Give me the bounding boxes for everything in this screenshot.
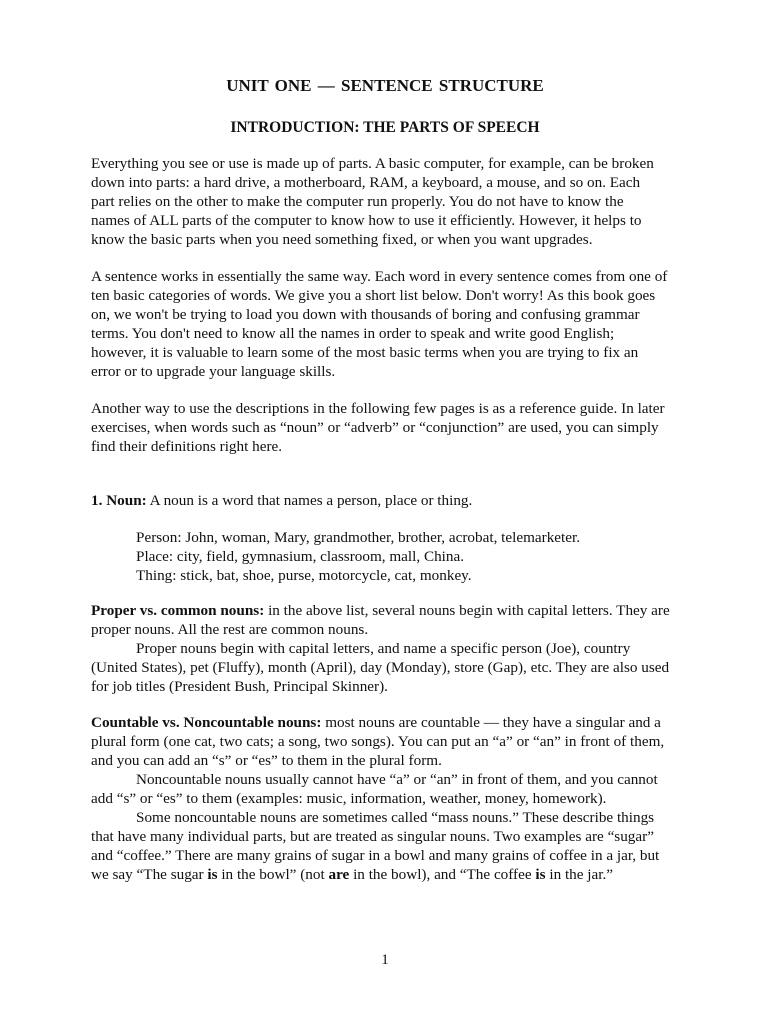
paragraph-line: names of ALL parts of the computer to know how to use it efficiently. However, it helps to (91, 212, 642, 229)
reference-paragraph (91, 399, 731, 456)
paragraph-line: Proper nouns begin with capital letters, and name a specific person (Joe), country (136, 640, 631, 657)
paragraph-text: in the above list, several nouns begin with capital letters. They are (264, 602, 670, 619)
paragraph-text: most nouns are countable — they have a singular and a (321, 714, 661, 731)
emphasis: are (328, 866, 350, 883)
paragraph-line: however, it is valuable to learn some of the most basic terms when you are trying to fix an (91, 344, 639, 361)
sentence-paragraph (91, 267, 731, 381)
paragraph-line: exercises, when words such as “noun” or “adverb” or “conjunction” are used, you can simply (91, 419, 659, 436)
paragraph-line: Noncountable nouns usually cannot have “a” or “an” in front of them, and you cannot (136, 771, 658, 788)
paragraph-line: Everything you see or use is made up of parts. A basic computer, for example, can be broken (91, 155, 654, 172)
paragraph-line: on, we won't be trying to load you down with thousands of boring and confusing grammar (91, 306, 640, 323)
paragraph-line: that have many individual parts, but are treated as singular nouns. Two examples are “sugar” (91, 828, 654, 845)
proper-nouns-paragraph (91, 601, 731, 696)
countable-nouns-paragraph (91, 713, 731, 884)
paragraph-line (91, 713, 731, 732)
paragraph-line: for job titles (President Bush, Principal Skinner). (91, 678, 388, 695)
noun-definition-line (91, 491, 731, 510)
paragraph-text: in the bowl), and “The coffee (349, 866, 536, 883)
intro-paragraph (91, 154, 731, 249)
paragraph-line: error or to upgrade your language skills. (91, 363, 336, 380)
page-title: UNIT ONE — SENTENCE STRUCTURE (226, 76, 544, 95)
paragraph-line: ten basic categories of words. We give you a short list below. Don't worry! As this book goes (91, 287, 656, 304)
paragraph-line: Some noncountable nouns are sometimes called “mass nouns.” These describe things (136, 809, 655, 826)
paragraph-line: terms. You don't need to know all the names in order to speak and write good English; (91, 325, 615, 342)
paragraph-text: in the jar.” (545, 866, 614, 883)
countable-heading: Countable vs. Noncountable nouns: (91, 714, 322, 731)
noun-examples (91, 528, 731, 585)
example-place: Place: city, field, gymnasium, classroom, mall, China. (136, 548, 465, 565)
example-person: Person: John, woman, Mary, grandmother, brother, acrobat, telemarketer. (136, 529, 581, 546)
paragraph-line (91, 865, 731, 884)
noun-section (91, 491, 731, 510)
noun-definition: A noun is a word that names a person, place or thing. (146, 492, 473, 509)
paragraph-line: find their definitions right here. (91, 438, 283, 455)
paragraph-line: Another way to use the descriptions in the following few pages is as a reference guide. In later (91, 400, 665, 417)
paragraph-line: and “coffee.” There are many grains of sugar in a bowl and many grains of coffee in a jar, but (91, 847, 660, 864)
paragraph-line: down into parts: a hard drive, a motherboard, RAM, a keyboard, a mouse, and so on. Each (91, 174, 641, 191)
example-thing: Thing: stick, bat, shoe, purse, motorcycle, cat, monkey. (136, 567, 472, 584)
paragraph-line: add “s” or “es” to them (examples: music, information, weather, money, homework). (91, 790, 607, 807)
section-subtitle: INTRODUCTION: THE PARTS OF SPEECH (230, 119, 540, 136)
noun-heading: 1. Noun: (91, 492, 147, 509)
paragraph-text: in the bowl” (not (217, 866, 329, 883)
paragraph-line: part relies on the other to make the computer run properly. You do not have to know the (91, 193, 624, 210)
emphasis: is (535, 866, 546, 883)
paragraph-line: plural form (one cat, two cats; a song, two songs). You can put an “a” or “an” in front of them, (91, 733, 665, 750)
emphasis: is (207, 866, 218, 883)
page-number: 1 (381, 952, 389, 968)
paragraph-line: proper nouns. All the rest are common nouns. (91, 621, 369, 638)
paragraph-line: know the basic parts when you need something fixed, or when you want upgrades. (91, 231, 593, 248)
paragraph-line (91, 601, 731, 620)
paragraph-text: we say “The sugar (91, 866, 208, 883)
paragraph-line: and you can add an “s” or “es” to them in the plural form. (91, 752, 442, 769)
paragraph-line: (United States), pet (Fluffy), month (April), day (Monday), store (Gap), etc. They are also used (91, 659, 670, 676)
proper-heading: Proper vs. common nouns: (91, 602, 265, 619)
paragraph-line: A sentence works in essentially the same way. Each word in every sentence comes from one of (91, 268, 668, 285)
